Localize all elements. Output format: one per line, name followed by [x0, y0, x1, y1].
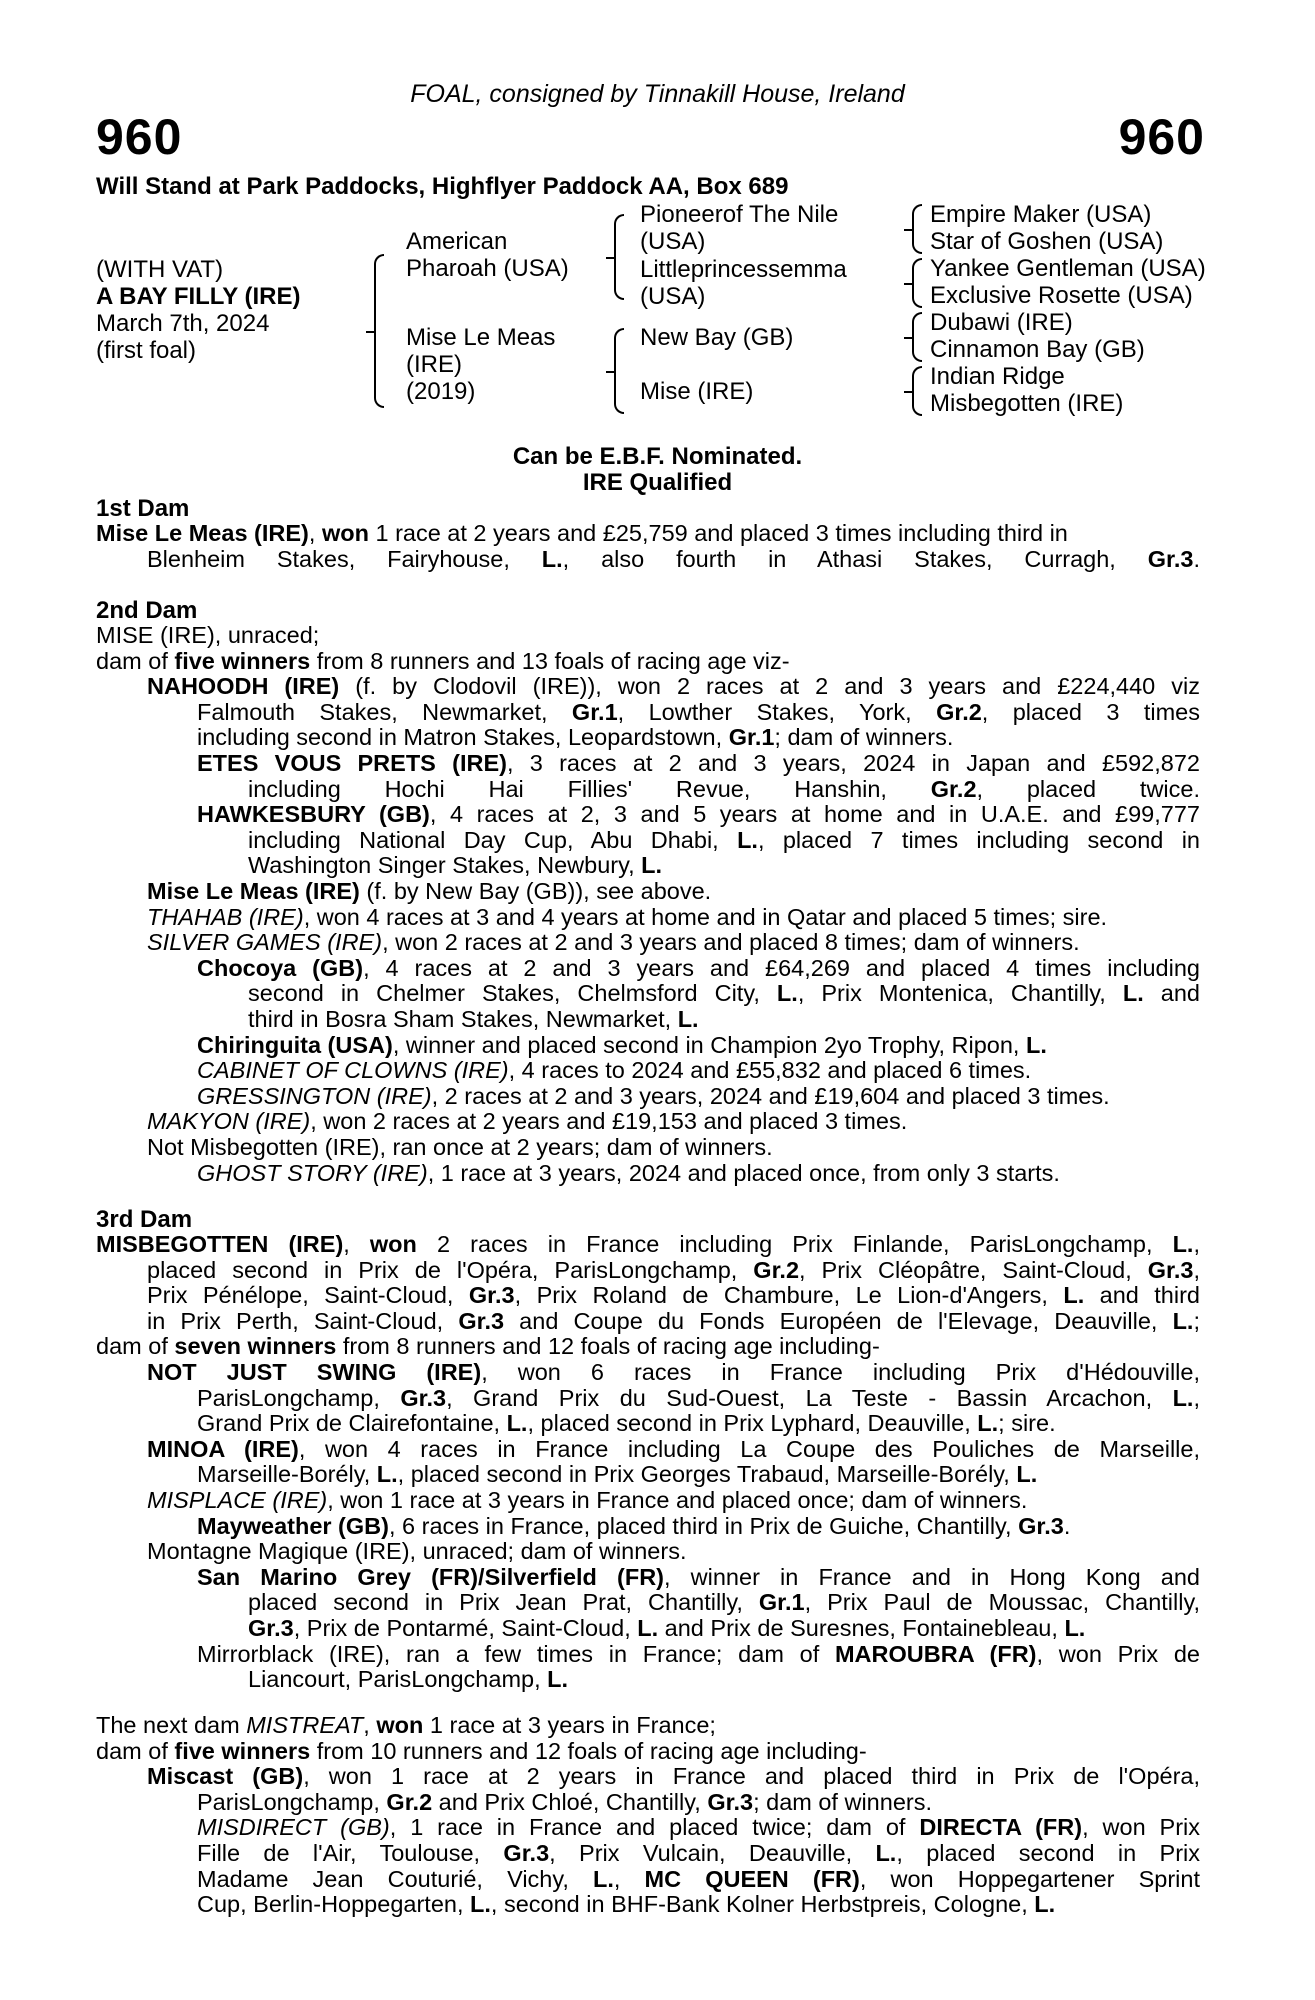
- text-run: THAHAB (IRE): [147, 903, 304, 930]
- text-run: L.: [641, 852, 663, 879]
- text-run: ;: [1193, 1307, 1200, 1334]
- second-dam-line: [197, 751, 1200, 777]
- text-run: Gr.1: [758, 1589, 805, 1616]
- sire-dam: Littleprincessemma (USA): [640, 256, 847, 310]
- third-dam-line: [197, 1565, 1200, 1591]
- text-run: won: [321, 520, 369, 546]
- text-run: Montagne Magique (IRE), unraced; dam of winners.: [147, 1538, 687, 1565]
- pedigree-brace: [374, 254, 384, 408]
- text-run: Madame Jean Couturié, Vichy,: [197, 1865, 594, 1892]
- lot-number-left: 960: [96, 109, 183, 165]
- ebf-nomination: Can be E.B.F. Nominated.: [512, 443, 803, 470]
- text-run: Gr.2: [386, 1788, 433, 1815]
- text-run: L.: [1034, 1891, 1056, 1918]
- text-run: HAWKESBURY (GB): [197, 801, 430, 828]
- second-dam-line: [248, 981, 1200, 1007]
- text-run: , won 1 race at 3 years in France and placed once; dam of winners.: [327, 1487, 1028, 1513]
- foal-note: (first foal): [96, 337, 197, 364]
- text-run: dam of: [96, 1737, 175, 1764]
- text-run: won: [376, 1712, 424, 1738]
- second-dam-line: [197, 725, 953, 751]
- third-dam-line: [96, 1334, 880, 1360]
- text-run: Gr.3: [707, 1788, 754, 1815]
- text-run: MISTREAT: [246, 1712, 364, 1738]
- text-run: , Prix Paul de Moussac, Chantilly,: [804, 1589, 1200, 1616]
- text-run: , won Prix de: [1036, 1640, 1200, 1667]
- second-dam-line: [197, 1033, 1047, 1059]
- text-run: Gr.3: [400, 1384, 447, 1411]
- text-run: Gr.3: [1018, 1512, 1064, 1539]
- text-run: Mirrorblack (IRE), ran a few times in France; dam of: [197, 1640, 835, 1667]
- text-run: Gr.3: [458, 1307, 505, 1334]
- second-dam-line: [197, 1084, 1110, 1110]
- great-grandparents: Empire Maker (USA) Star of Goshen (USA) Yankee Gentleman (USA) Exclusive Rosette (USA) Dubawi (IRE) Cinnamon Bay (GB) Indian Ridge Misbegotten (IRE): [930, 201, 1206, 417]
- text-run: , won 2 races at 2 and 3 years and placed 8 times; dam of winners.: [382, 929, 1080, 956]
- pedigree-subject: [96, 256, 356, 364]
- text-run: Chiringuita (USA): [197, 1031, 393, 1058]
- lot-name: A BAY FILLY (IRE): [96, 283, 301, 310]
- text-run: , placed twice.: [976, 775, 1201, 802]
- text-run: Chocoya (GB): [197, 954, 364, 981]
- second-dam-line: [248, 828, 1200, 854]
- text-run: , 3 races at 2 and 3 years, 2024 in Japan and £592,872: [506, 750, 1200, 776]
- text-run: San Marino Grey (FR)/Silverfield (FR): [197, 1563, 665, 1590]
- dam-dam: Mise (IRE): [640, 378, 754, 405]
- third-dam-line: [147, 1437, 1200, 1463]
- text-run: , Grand Prix du Sud-Ouest, La Teste - Bassin Arcachon,: [446, 1384, 1173, 1411]
- text-run: , Lowther Stakes, York,: [617, 698, 937, 725]
- text-run: MISPLACE (IRE): [147, 1487, 328, 1513]
- next-dam-line: [197, 1790, 932, 1816]
- third-dam-line: [197, 1386, 1200, 1412]
- text-run: MAROUBRA (FR): [834, 1640, 1037, 1667]
- text-run: CABINET OF CLOWNS (IRE): [197, 1057, 509, 1084]
- text-run: ,: [343, 1231, 370, 1257]
- text-run: in Prix Perth, Saint-Cloud,: [147, 1307, 459, 1334]
- sire: American Pharoah (USA): [406, 228, 569, 282]
- stand-location: Will Stand at Park Paddocks, Highflyer Paddock AA, Box 689: [96, 173, 789, 200]
- third-dam-line: [147, 1360, 1200, 1386]
- text-run: L.: [977, 1410, 999, 1437]
- text-run: including National Day Cup, Abu Dhabi,: [248, 826, 738, 853]
- text-run: L.: [677, 1006, 699, 1032]
- text-run: placed second in Prix de l'Opéra, ParisLongchamp,: [147, 1256, 754, 1283]
- third-dam-line: [147, 1309, 1200, 1335]
- third-dam-line: [147, 1258, 1200, 1284]
- vat-note: (WITH VAT): [96, 256, 224, 283]
- text-run: from 8 runners and 13 foals of racing age viz-: [310, 647, 790, 674]
- second-dam-heading: 2nd Dam: [96, 597, 198, 624]
- next-dam-line: [147, 1764, 1200, 1790]
- text-run: , Prix de Pontarmé, Saint-Cloud,: [293, 1615, 638, 1641]
- text-run: , 1 race in France and placed twice; dam of: [389, 1814, 920, 1841]
- text-run: Fille de l'Air, Toulouse,: [197, 1840, 504, 1866]
- text-run: , 2 races at 2 and 3 years, 2024 and £19,604 and placed 3 times.: [431, 1082, 1110, 1109]
- text-run: Blenheim Stakes, Fairyhouse,: [147, 545, 542, 572]
- third-dam-line: [197, 1462, 1037, 1488]
- text-run: ,: [1193, 1231, 1200, 1257]
- second-dam-line: [147, 1135, 773, 1161]
- second-dam-line: [197, 700, 1200, 726]
- text-run: , placed 3 times: [981, 698, 1201, 725]
- text-run: Mise Le Meas (IRE): [96, 520, 309, 546]
- text-run: L.: [506, 1410, 528, 1437]
- dam-sire: New Bay (GB): [640, 324, 794, 351]
- text-run: L.: [776, 980, 798, 1007]
- text-run: Gr.1: [728, 724, 775, 751]
- text-run: , second in BHF-Bank Kolner Herbstpreis, Cologne,: [490, 1891, 1035, 1918]
- text-run: , Prix Vulcain, Deauville,: [549, 1840, 876, 1866]
- next-dam-line: [96, 1713, 716, 1739]
- text-run: , 6 races in France, placed third in Prix de Guiche, Chantilly,: [388, 1512, 1019, 1539]
- text-run: SILVER GAMES (IRE): [147, 929, 383, 956]
- text-run: and: [1143, 980, 1201, 1007]
- text-run: Liancourt, ParisLongchamp,: [248, 1666, 548, 1693]
- second-dam-line: [96, 623, 319, 649]
- text-run: , winner in France and in Hong Kong and: [664, 1563, 1200, 1590]
- text-run: Not Misbegotten (IRE), ran once at 2 years; dam of winners.: [147, 1134, 773, 1160]
- text-run: ETES VOUS PRETS (IRE): [197, 750, 507, 776]
- text-run: Gr.1: [571, 698, 618, 725]
- text-run: MINOA (IRE): [147, 1435, 299, 1462]
- text-run: from 8 runners and 12 foals of racing age including-: [336, 1333, 880, 1360]
- text-run: MISBEGOTTEN (IRE): [96, 1231, 344, 1257]
- text-run: Cup, Berlin-Hoppegarten,: [197, 1891, 471, 1918]
- text-run: five winners: [174, 1737, 311, 1764]
- next-dam-line: [197, 1841, 1200, 1867]
- text-run: MISDIRECT (GB): [197, 1814, 390, 1841]
- text-run: and third: [1084, 1282, 1200, 1309]
- text-run: ,: [363, 1712, 377, 1738]
- text-run: MC QUEEN (FR): [644, 1865, 860, 1892]
- text-run: including Hochi Hai Fillies' Revue, Hanshin,: [248, 775, 931, 802]
- third-dam-line: [197, 1514, 1070, 1540]
- text-run: , won 6 races in France including Prix d'Hédouville,: [481, 1359, 1200, 1385]
- text-run: L.: [1172, 1231, 1194, 1257]
- text-run: L.: [376, 1461, 398, 1488]
- text-run: L.: [541, 545, 563, 572]
- text-run: ; sire.: [998, 1410, 1056, 1437]
- text-run: , winner and placed second in Champion 2yo Trophy, Ripon,: [392, 1031, 1026, 1058]
- text-run: ; dam of winners.: [753, 1788, 932, 1815]
- dam: Mise Le Meas (IRE) (2019): [406, 324, 556, 405]
- g3-brace-1: [912, 204, 922, 254]
- text-run: placed second in Prix Jean Prat, Chantilly,: [248, 1589, 759, 1616]
- third-dam-line: [147, 1488, 1027, 1514]
- text-run: , won Hoppegartener Sprint: [859, 1865, 1200, 1892]
- second-dam-line: [147, 1109, 907, 1135]
- text-run: , won 2 races at 2 years and £19,153 and placed 3 times.: [310, 1108, 908, 1135]
- second-dam-line: [197, 1058, 1031, 1084]
- text-run: GRESSINGTON (IRE): [197, 1082, 432, 1109]
- text-run: .: [1193, 545, 1200, 572]
- third-dam-line: [147, 1539, 686, 1565]
- third-dam-line: [96, 1232, 1200, 1258]
- text-run: L.: [875, 1840, 897, 1866]
- g3-brace-2: [912, 258, 922, 308]
- text-run: dam of: [96, 647, 175, 674]
- text-run: .: [1063, 1512, 1071, 1539]
- text-run: and Prix Chloé, Chantilly,: [432, 1788, 708, 1815]
- third-dam-line: [197, 1642, 1200, 1668]
- text-run: , won Prix: [1082, 1814, 1201, 1841]
- text-run: and Prix de Suresnes, Fontainebleau,: [658, 1615, 1065, 1641]
- text-run: and Coupe du Fonds Européen de l'Elevage, Deauville,: [504, 1307, 1173, 1334]
- second-dam-line: [147, 930, 1080, 956]
- text-run: , placed second in Prix: [896, 1840, 1200, 1866]
- text-run: L.: [1122, 980, 1144, 1007]
- second-dam-line: [197, 1161, 1060, 1187]
- text-run: Gr.3: [248, 1615, 294, 1641]
- third-dam-line: [248, 1667, 568, 1693]
- text-run: , 4 races to 2024 and £55,832 and placed 6 times.: [508, 1057, 1032, 1084]
- second-dam-line: [96, 649, 790, 675]
- text-run: dam of: [96, 1333, 175, 1360]
- next-dam-line: [197, 1867, 1200, 1893]
- date-of-birth: March 7th, 2024: [96, 310, 270, 337]
- text-run: , Prix Cléopâtre, Saint-Cloud,: [799, 1256, 1148, 1283]
- second-dam-line: [147, 905, 1107, 931]
- text-run: L.: [1063, 1282, 1085, 1309]
- text-run: NAHOODH (IRE): [147, 673, 340, 700]
- text-run: L.: [470, 1891, 491, 1918]
- text-run: Marseille-Borély,: [197, 1461, 377, 1488]
- text-run: L.: [1172, 1307, 1194, 1334]
- first-dam-line: [147, 547, 1200, 573]
- third-dam-line: [147, 1283, 1200, 1309]
- text-run: L.: [737, 826, 758, 853]
- text-run: DIRECTA (FR): [919, 1814, 1083, 1841]
- text-run: 1 race at 2 years and £25,759 and placed 3 times including third in: [368, 520, 1068, 546]
- third-dam-line: [248, 1616, 1085, 1642]
- text-run: , 1 race at 3 years, 2024 and placed once, from only 3 starts.: [427, 1159, 1060, 1186]
- text-run: L.: [547, 1666, 569, 1693]
- text-run: from 10 runners and 12 foals of racing age including-: [310, 1737, 867, 1764]
- text-run: Gr.2: [753, 1256, 800, 1283]
- text-run: 2 races in France including Prix Finlande, ParisLongchamp,: [416, 1231, 1173, 1257]
- text-run: Gr.3: [468, 1282, 515, 1309]
- text-run: Gr.3: [1147, 1256, 1194, 1283]
- text-run: , won 4 races at 3 and 4 years at home and in Qatar and placed 5 times; sire.: [303, 903, 1108, 930]
- text-run: second in Chelmer Stakes, Chelmsford City,: [248, 980, 777, 1007]
- text-run: , placed 7 times including second in: [757, 826, 1200, 853]
- g3-brace-3: [912, 312, 922, 362]
- second-dam-line: [147, 674, 1200, 700]
- text-run: Washington Singer Stakes, Newbury,: [248, 852, 642, 879]
- text-run: Mise Le Meas (IRE): [147, 878, 360, 904]
- text-run: ParisLongchamp,: [197, 1384, 401, 1411]
- text-run: Prix Pénélope, Saint-Cloud,: [147, 1282, 469, 1309]
- text-run: ,: [308, 520, 322, 546]
- text-run: L.: [1172, 1384, 1194, 1411]
- ire-qualified: IRE Qualified: [582, 469, 733, 496]
- text-run: ParisLongchamp,: [197, 1788, 387, 1815]
- second-dam-line: [248, 853, 662, 879]
- next-dam-line: [96, 1739, 867, 1765]
- text-run: ,: [613, 1865, 645, 1892]
- text-run: (f. by New Bay (GB)), see above.: [359, 878, 712, 904]
- text-run: five winners: [174, 647, 311, 674]
- text-run: L.: [1064, 1615, 1086, 1641]
- next-dam-line: [197, 1892, 1055, 1918]
- text-run: The next dam: [96, 1712, 247, 1738]
- text-run: including second in Matron Stakes, Leopardstown,: [197, 724, 729, 751]
- text-run: MAKYON (IRE): [147, 1108, 311, 1135]
- text-run: Grand Prix de Clairefontaine,: [197, 1410, 507, 1437]
- text-run: L.: [593, 1865, 614, 1892]
- text-run: Miscast (GB): [147, 1763, 304, 1790]
- lot-number-right: 960: [1118, 109, 1205, 165]
- text-run: , 4 races at 2 and 3 years and £64,269 and placed 4 times including: [363, 954, 1200, 981]
- consignor-line: FOAL, consigned by Tinnakill House, Ireland: [410, 80, 905, 108]
- third-dam-heading: 3rd Dam: [96, 1206, 193, 1233]
- text-run: ,: [1193, 1384, 1200, 1411]
- text-run: , placed second in Prix Georges Trabaud, Marseille-Borély,: [397, 1461, 1017, 1488]
- text-run: , placed second in Prix Lyphard, Deauville,: [527, 1410, 978, 1437]
- text-run: third in Bosra Sham Stakes, Newmarket,: [248, 1006, 678, 1032]
- text-run: , Prix Roland de Chambure, Le Lion-d'Angers,: [514, 1282, 1064, 1309]
- text-run: 1 race at 3 years in France;: [423, 1712, 716, 1738]
- first-dam-line: [96, 521, 1068, 547]
- text-run: Gr.2: [930, 775, 977, 802]
- sire-sire: Pioneerof The Nile (USA): [640, 201, 839, 255]
- second-dam-line: [197, 956, 1200, 982]
- text-run: Mayweather (GB): [197, 1512, 389, 1539]
- text-run: won: [369, 1231, 417, 1257]
- text-run: ; dam of winners.: [774, 724, 954, 751]
- second-dam-line: [248, 1007, 699, 1033]
- text-run: , won 4 races in France including La Coupe des Pouliches de Marseille,: [298, 1435, 1200, 1462]
- text-run: , also fourth in Athasi Stakes, Curragh,: [562, 545, 1148, 572]
- text-run: NOT JUST SWING (IRE): [147, 1359, 482, 1385]
- first-dam-heading: 1st Dam: [96, 495, 190, 522]
- text-run: Gr.3: [1147, 545, 1194, 572]
- third-dam-line: [248, 1590, 1200, 1616]
- second-dam-line: [197, 802, 1200, 828]
- third-dam-line: [197, 1411, 1056, 1437]
- text-run: , won 1 race at 2 years in France and placed third in Prix de l'Opéra,: [303, 1763, 1201, 1790]
- text-run: L.: [637, 1615, 659, 1641]
- text-run: ,: [1193, 1256, 1200, 1283]
- text-run: MISE (IRE), unraced;: [96, 622, 320, 648]
- dam-brace: [614, 328, 624, 414]
- second-dam-line: [147, 879, 711, 905]
- text-run: Gr.3: [503, 1840, 550, 1866]
- text-run: , 4 races at 2, 3 and 5 years at home and in U.A.E. and £99,777: [429, 801, 1200, 828]
- text-run: GHOST STORY (IRE): [197, 1159, 428, 1186]
- text-run: L.: [1016, 1461, 1038, 1488]
- next-dam-line: [197, 1815, 1200, 1841]
- text-run: Falmouth Stakes, Newmarket,: [197, 698, 572, 725]
- second-dam-line: [248, 777, 1200, 803]
- text-run: (f. by Clodovil (IRE)), won 2 races at 2 and 3 years and £224,440 viz: [339, 673, 1200, 700]
- text-run: Gr.2: [936, 698, 982, 725]
- g3-brace-4: [912, 366, 922, 416]
- text-run: seven winners: [174, 1333, 337, 1360]
- text-run: L.: [1025, 1031, 1047, 1058]
- text-run: , Prix Montenica, Chantilly,: [797, 980, 1123, 1007]
- sire-brace: [614, 214, 624, 300]
